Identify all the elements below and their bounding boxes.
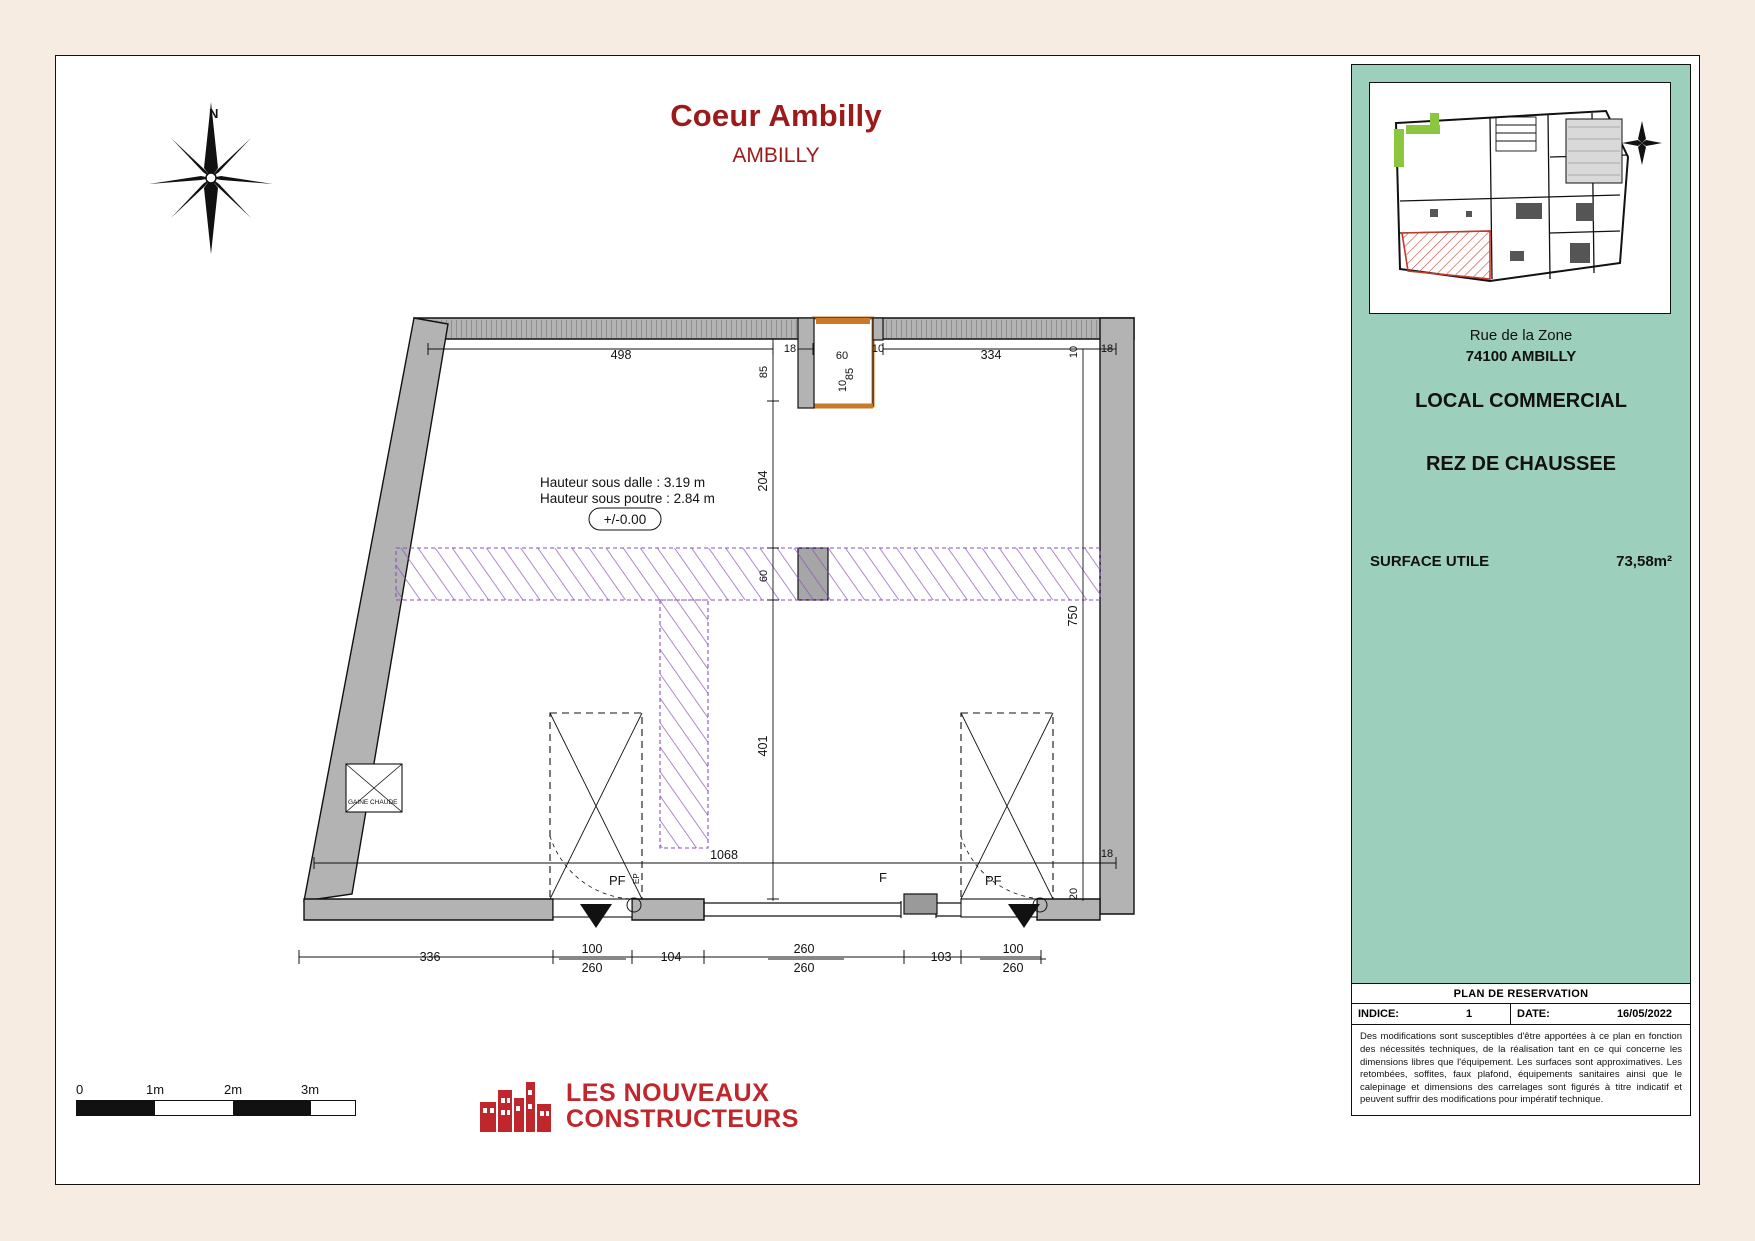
wall-bottom-mid [632,899,704,920]
recess-wall-left [798,318,814,408]
company-logo [476,1076,816,1146]
svg-text:336: 336 [419,950,441,964]
svg-text:750: 750 [1066,605,1080,627]
svg-text:60: 60 [758,569,770,583]
height-beam-label: Hauteur sous poutre : 2.84 m [540,491,715,506]
surface-value: 73,58m² [1616,553,1672,570]
address-line-2: 74100 AMBILLY [1465,348,1577,365]
scale-tick-0: 0 [76,1082,84,1097]
svg-text:100: 100 [581,942,603,956]
page-subtitle: AMBILLY [732,144,820,167]
svg-text:18: 18 [783,343,797,355]
title-block-footer [1352,983,1690,1115]
f-center-label: F [879,870,887,885]
svg-text:10: 10 [1068,345,1080,359]
svg-text:260: 260 [1002,961,1024,975]
surface-label: SURFACE UTILE [1370,553,1490,570]
surface-row [1370,553,1672,570]
bay-right [961,713,1053,917]
key-plan-thumbnail [1369,82,1671,314]
svg-text:401: 401 [756,735,770,757]
svg-text:100: 100 [1002,942,1024,956]
wall-top [414,318,1134,339]
date-value: 16/05/2022 [1616,1008,1672,1021]
page-title: Coeur Ambilly [670,98,882,133]
address-line-1: Rue de la Zone [1469,327,1573,344]
bay-left [550,713,642,917]
svg-text:20: 20 [1068,887,1080,901]
date-label: DATE: [1517,1008,1550,1021]
svg-text:498: 498 [610,348,632,362]
svg-text:85: 85 [758,365,770,379]
indice-label: INDICE: [1358,1008,1399,1021]
scale-tick-3: 3m [301,1082,320,1097]
footer-title: PLAN DE RESERVATION [1352,984,1690,1004]
wall-bottom-left [304,899,553,920]
svg-text:10: 10 [837,379,849,393]
bottom-pier [904,894,937,914]
logo-line-1: LES NOUVEAUX [566,1079,770,1107]
hot-duct [346,764,402,812]
svg-text:1068: 1068 [710,848,738,862]
scale-bar [76,1082,356,1142]
recess-wall-right [873,318,883,340]
drawing-sheet [55,55,1700,1185]
scale-tick-2: 2m [224,1082,243,1097]
compass-north-label: N [209,106,219,121]
svg-text:334: 334 [980,348,1002,362]
svg-text:260: 260 [793,961,815,975]
scale-tick-1: 1m [146,1082,165,1097]
logo-line-2: CONSTRUCTEURS [566,1105,799,1134]
svg-text:60: 60 [835,350,849,362]
duct-label: GAINE CHAUDE [348,799,398,806]
title-block [1351,64,1691,1116]
level-marker [589,508,661,530]
svg-text:204: 204 [756,470,770,492]
unit-type: LOCAL COMMERCIAL [1415,390,1627,412]
svg-text:18: 18 [1100,848,1114,860]
pf-left-label: PF [609,873,626,888]
svg-text:103: 103 [930,950,952,964]
wall-left [304,318,448,901]
height-slab-label: Hauteur sous dalle : 3.19 m [540,475,706,490]
dimension-text-vertical [756,366,1113,900]
svg-text:85: 85 [844,367,856,381]
svg-text:EP: EP [632,873,641,884]
indice-row [1352,1004,1690,1025]
svg-text:104: 104 [660,950,682,964]
legal-note: Des modifications sont susceptibles d'être apportées à ce plan en fonction des nécessités techniques, de la réalisation tant en ce qui concerne les dimensions libres que l'équipement. Les surfaces sont approximatives. Les retombées, soffites, faux plafond, équipements sanitaires ainsi que le calepinage et dimensions des carrelages sont figurés à titre indicatif et peuvent suffrir des modifications pour impératif technique. [1360,1031,1682,1106]
svg-text:18: 18 [1100,343,1114,355]
beam-band-vertical [660,600,708,848]
compass-rose [141,96,281,256]
wall-right [1100,318,1134,914]
indice-value: 1 [1428,1004,1511,1024]
svg-text:260: 260 [581,961,603,975]
scale-bar-graphic [76,1100,356,1116]
svg-text:+/-0.00: +/-0.00 [603,512,647,527]
beam-band-horizontal [396,548,1100,600]
highlighted-unit [1402,231,1490,279]
project-address [1352,327,1690,365]
pf-right-label: PF [985,873,1002,888]
unit-level: REZ DE CHAUSSEE [1425,453,1617,475]
svg-text:10: 10 [871,343,885,355]
svg-text:260: 260 [793,942,815,956]
